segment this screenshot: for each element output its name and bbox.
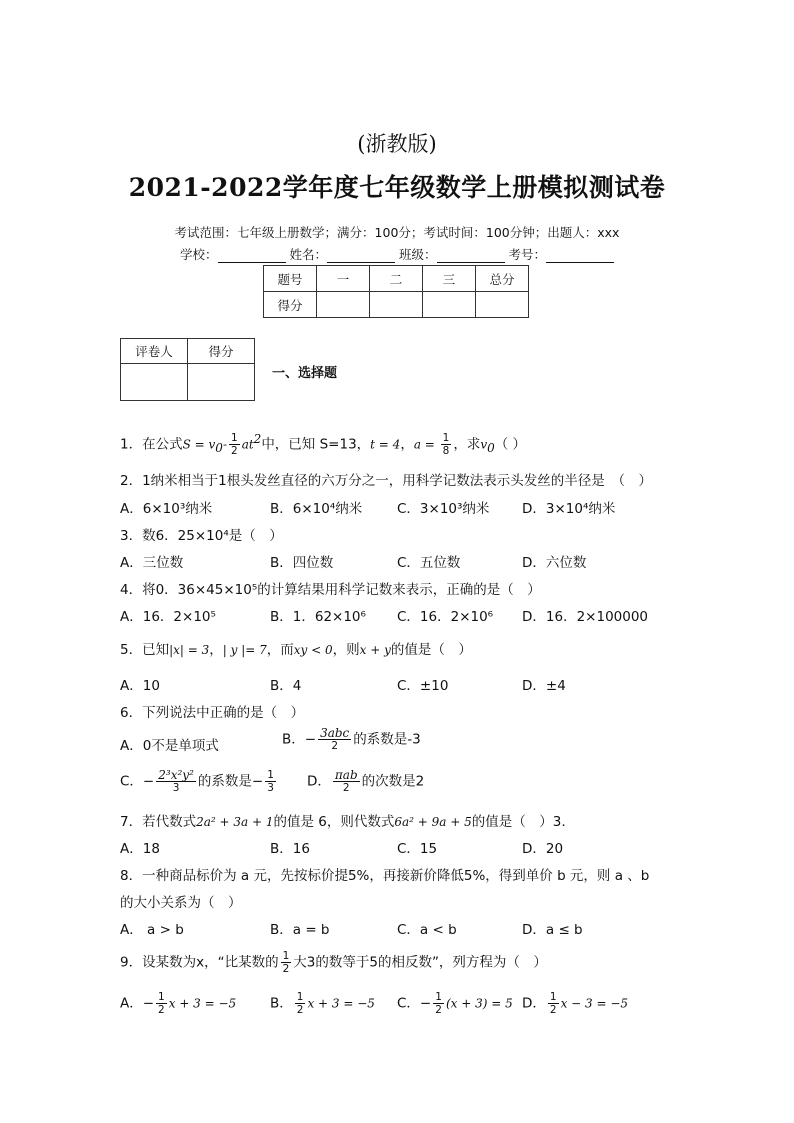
option-b[interactable]: B．− $\frac{\text{3abc}}{2}$ 的系数是-3	[282, 726, 421, 752]
class-blank[interactable]	[437, 250, 505, 263]
option-d[interactable]: D． $\frac{1}{2}$ x − 3 = −5	[522, 991, 629, 1016]
score-header-cell: 三	[423, 266, 476, 292]
option-b[interactable]: B．6×10⁴纳米	[270, 501, 363, 517]
option-a[interactable]: A．三位数	[120, 555, 184, 571]
score-header-cell: 二	[370, 266, 423, 292]
score-cell[interactable]	[317, 292, 370, 318]
option-a[interactable]: A．− $\frac{1}{2}$ x + 3 = −5	[120, 991, 237, 1016]
option-c[interactable]: C．五位数	[397, 555, 461, 571]
option-a[interactable]: A．6×10³纳米	[120, 501, 213, 517]
option-b[interactable]: B．16	[270, 841, 310, 857]
grader-header-cell: 评卷人	[121, 339, 188, 364]
school-blank[interactable]	[218, 250, 286, 263]
option-b[interactable]: B．四位数	[270, 555, 334, 571]
option-c[interactable]: C．3×10³纳米	[397, 501, 490, 517]
question-2: 2．1纳米相当于1根头发丝直径的六万分之一，用科学记数法表示头发丝的半径是 （ ）	[120, 473, 653, 489]
option-d[interactable]: D．16．2×100000	[522, 609, 649, 625]
score-header-cell: 题号	[264, 266, 317, 292]
option-c[interactable]: C．− $\frac{\text{2³x²y²}}{3}$ 的系数是− $\frac{1}{3}$	[120, 768, 274, 794]
exam-no-label: 考号：	[508, 247, 546, 262]
option-b[interactable]: B． $\frac{1}{2}$ x + 3 = −5	[270, 991, 375, 1016]
option-d[interactable]: D．±4	[522, 678, 566, 694]
option-d[interactable]: D． $\frac{\text{πab}}{2}$ 的次数是2	[307, 768, 425, 794]
option-a[interactable]: A．0不是单项式	[120, 738, 219, 754]
question-1: 1．在公式$S = v_0-$ $\frac{1}{2}$ $at^2$中，已知 S=13，t = 4，a = $\frac{1}{8}$ ，求$v_0$（ ）	[120, 432, 527, 457]
option-a[interactable]: A．18	[120, 841, 160, 857]
question-3: 3．数6．25×10⁴是（ ）	[120, 528, 283, 544]
score-header-cell: 一	[317, 266, 370, 292]
option-b[interactable]: B．4	[270, 678, 302, 694]
grader-header-cell: 得分	[188, 339, 255, 364]
option-d[interactable]: D．3×10⁴纳米	[522, 501, 616, 517]
school-label: 学校：	[179, 247, 218, 262]
score-cell[interactable]	[476, 292, 529, 318]
question-5: 5．已知|x| = 3，| y |= 7，而xy < 0，则x + y的值是（ ）	[120, 642, 472, 658]
option-c[interactable]: C．±10	[397, 678, 449, 694]
option-c[interactable]: C．16．2×10⁶	[397, 609, 494, 625]
score-cell[interactable]	[423, 292, 476, 318]
grader-table	[120, 338, 255, 401]
question-8-cont: 的大小关系为（ ）	[120, 895, 242, 911]
score-cell[interactable]	[370, 292, 423, 318]
option-c[interactable]: C．15	[397, 841, 438, 857]
option-c[interactable]: C．− $\frac{1}{2}$ (x + 3) = 5	[397, 991, 513, 1016]
exam-title: 2021-2022学年度七年级数学上册模拟测试卷	[128, 173, 666, 202]
option-a[interactable]: A．10	[120, 678, 160, 694]
option-a[interactable]: A．16．2×10⁵	[120, 609, 216, 625]
option-b[interactable]: B．a = b	[270, 922, 330, 938]
question-9: 9．设某数为x，“比某数的 $\frac{1}{2}$ 大3的数等于5的相反数”，列方程为（ ）	[120, 950, 547, 975]
option-a[interactable]: A． a > b	[120, 922, 184, 938]
name-label: 姓名：	[289, 247, 327, 262]
section-title: 一、选择题	[272, 366, 338, 381]
option-c[interactable]: C．a < b	[397, 922, 457, 938]
question-7: 7．若代数式2a² + 3a + 1的值是 6，则代数式6a² + 9a + 5的值是（ ）3.	[120, 814, 566, 830]
question-8: 8．一种商品标价为 a 元，先按标价提5%，再接新价降低5%，得到单价 b 元，则 a 、b	[120, 868, 650, 884]
question-4: 4．将0．36×45×10⁵的计算结果用科学记数来表示，正确的是（ ）	[120, 582, 541, 598]
exam-info: 考试范围：七年级上册数学；满分：100分；考试时间：100分钟；出题人：xxx	[174, 225, 620, 240]
student-info-line	[0, 245, 794, 263]
question-6: 6．下列说法中正确的是（ ）	[120, 705, 305, 721]
score-header-cell: 总分	[476, 266, 529, 292]
edition-label: (浙教版)	[357, 132, 437, 156]
option-d[interactable]: D．20	[522, 841, 564, 857]
option-b[interactable]: B．1．62×10⁶	[270, 609, 366, 625]
name-blank[interactable]	[327, 250, 395, 263]
grader-cell[interactable]	[188, 364, 255, 401]
score-row-label: 得分	[264, 292, 317, 318]
exam-no-blank[interactable]	[546, 250, 614, 263]
option-d[interactable]: D．六位数	[522, 555, 587, 571]
option-d[interactable]: D．a ≤ b	[522, 922, 583, 938]
score-table	[263, 265, 529, 318]
grader-cell[interactable]	[121, 364, 188, 401]
class-label: 班级：	[398, 247, 437, 262]
